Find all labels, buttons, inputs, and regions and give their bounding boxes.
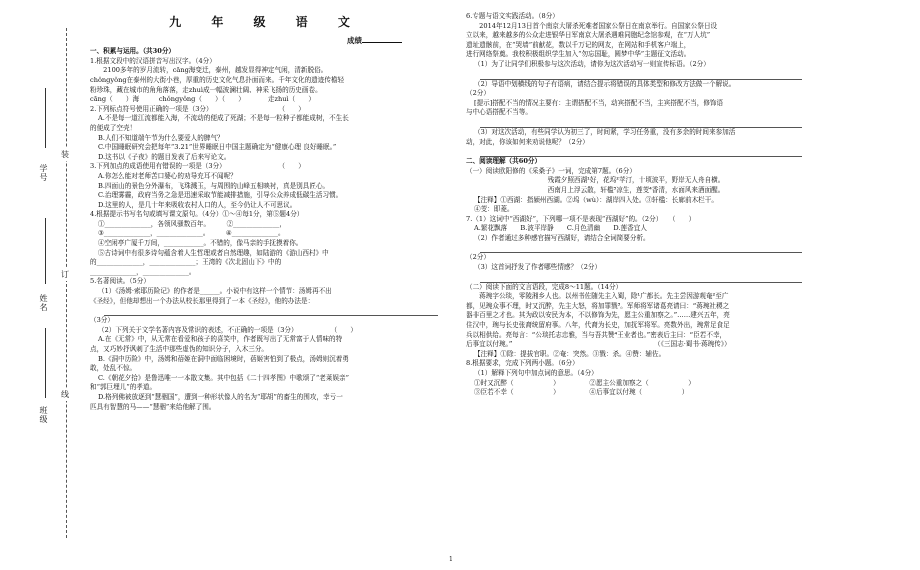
right-line: 6.专题与语文实践活动。（8分）: [466, 12, 559, 20]
answer-line[interactable]: [480, 70, 802, 80]
student-name-blank[interactable]: [45, 218, 46, 284]
right-line: 器非百里之才也。其为政以安民为本，不以修饰为先，愿主公重加察之。”……建兴五年，亮: [466, 311, 730, 320]
right-line: 后事宜以付琬。” （《三国志·蜀书·蒋琬传》）: [466, 340, 731, 349]
right-line: （2）导语中划横线的句子有语病，请结合提示将错误的具体类型和修改方法做一个解说。: [474, 79, 736, 88]
right-line: 【注释】①除：提拔官职。②奄：突然。③戮：杀。④赞：辅佐。: [474, 349, 666, 358]
right-line: （1）为了让同学们积极参与这次活动，请你为这次活动写一则宣传标语。（2分）: [474, 59, 710, 68]
right-line: 7.（1）这词中“西湖好”，下列哪一项不是表现“西湖好”的。（2分） （ ）: [466, 214, 696, 223]
left-line: D.这里的人，是几十年来吸收农村人口的人，至今仍让人不可思议。: [98, 200, 297, 209]
answer-line[interactable]: [480, 118, 802, 128]
left-line: A.在《无常》中，从无常在看爱和孩子的喜笑中，作者既写出了无常富于人情味的特: [98, 335, 343, 344]
left-line: A.你怎么能对老师苦口婆心的劝导充耳不闻呢？: [98, 171, 237, 180]
left-line: 的______________，______________；王湾的《次北固山下》中的: [90, 258, 282, 267]
left-line: 3.下列加点的成语使用有错误的一项是（3分） （ ）: [90, 162, 305, 171]
score-blank[interactable]: [362, 42, 402, 43]
binding-margin: [36, 28, 76, 538]
right-line: 都，见琬众事不理，时又沉醉，先主大怒，将加罪戮³。军师将军诸葛亮请曰：“蒋琬社稷之: [466, 301, 730, 310]
left-line: 4.根据提示书写名句或填写课文原句。（4分）①～④每1分，第⑤题4分）: [90, 210, 304, 219]
right-line: （3）这首词抒发了作者哪些情感？（2分）: [474, 263, 602, 272]
left-line: 粉珍珠，藏在城市的角角落落，走zhuì成一幅波澜壮阔、神采飞扬的历史画卷。: [90, 85, 322, 94]
left-line: （2）下列关于文学名著内容及常识的表述，不正确的一项是（3分） （ ）: [98, 325, 357, 334]
score-label: 成绩: [347, 35, 362, 45]
left-line: 5.名著阅读。（5分）: [90, 277, 150, 286]
right-column: [466, 12, 806, 398]
binding-word-ding: 订: [61, 270, 69, 279]
right-line: 遗址遗骸前，在“哭墙”前献花，数以千万记的网友，在网站和手机客户端上，: [466, 40, 691, 49]
exam-title: 九 年 级 语 文: [169, 15, 363, 29]
left-line: 1.根据文段中的汉语拼音写出汉字。（4分）: [90, 56, 216, 65]
right-line: 进行网络祭奠。我校积极组织学生加入“勿忘国耻，圆梦中华”主题征文活动。: [466, 50, 691, 59]
answer-line[interactable]: [480, 243, 802, 253]
right-line: 二、阅读理解（共60分）: [466, 157, 542, 166]
right-line: （二）阅读下面的文言语段，完成8～11题。（14分）: [466, 282, 623, 291]
right-line: 【注释】①西湖：指颍州西湖。②坞（wù）：湖岸四入处。③轩槛：长廊前木栏干。: [474, 195, 718, 204]
left-line: B.四面山的景色分外瀑布，飞珠溅玉，与周围的山峰五相映衬，真是别具匠心。: [98, 181, 330, 190]
left-line: 敢，处乱不惊。: [90, 364, 137, 373]
left-line: 匹具有智慧的马——“慧骃”来给他解了围。: [90, 402, 216, 411]
left-line: 2.下列标点符号使用正确的一项是（3分） （ ）: [90, 104, 305, 113]
right-line: A.繁花飘落 B.波平岸静 C.月色清幽 D.莲香宜人: [474, 224, 647, 233]
right-line: （2分）: [466, 253, 490, 262]
right-line: （一）阅读欧阳修的《采桑子》一词，完成第7题。（6分）: [466, 166, 636, 175]
right-line: 动，对此，你该如何来劝说他呢？（2分）: [466, 137, 589, 146]
left-line: chǒngyǒng在泰州的大街小巷，厚重的历史文化气息扑面而来。千年文化的遗迹传檐轻: [90, 75, 345, 84]
left-line: 一、积累与运用。（共30分）: [90, 47, 176, 56]
binding-word-zhuang: 装: [61, 150, 69, 159]
right-line: 住汉中，琬与长史张裔统留府事。八年，代裔为长史，加抚军将军。亮数外出，琬常足食足: [466, 321, 730, 330]
left-line: （1）《汤姆·索耶历险记》的作者是______。小说中有这样一个情节：汤姆再不出: [98, 287, 332, 296]
left-line: （3分）: [90, 316, 114, 325]
left-line: ⑤古诗词中有很多诗句蕴含着人生哲理或者自然理趣，如陆游的《游山西村》中: [98, 248, 329, 257]
left-line: D.这书以《子夜》的题目发表了后来写论文。: [98, 152, 231, 161]
left-line: C.中国睡眠研究会把每年“3.21”世界睡眠日中国主题确定为“健康心理 良好睡眠。”: [98, 143, 337, 152]
left-column: [90, 12, 442, 412]
student-number-blank[interactable]: [45, 88, 46, 148]
left-line: ______________，______________。: [90, 267, 196, 276]
binding-word-xian: 线: [61, 390, 69, 399]
left-line: ④空闲亭广厦千万间，____________。不错的，像马亲的手抚摸着你。: [98, 239, 303, 248]
right-line: 与中心语搭配不当等。: [466, 108, 532, 117]
right-line: ③臣若不幸（ ） ④后事宜以付琬（ ）: [474, 388, 689, 397]
right-line: 兵以相供给。亮每言：“公琰托志忠雅，当与吾共赞⁴王业者也。”密表后主曰：“臣若不幸，: [466, 330, 727, 339]
left-line: 点，又巧妙抒讽刺了生活中那些虚伪的知识分子，入木三分。: [90, 345, 269, 353]
left-line: 和“郭巨埋儿”的孝道。: [90, 383, 157, 392]
class-blank[interactable]: [45, 328, 46, 398]
left-line: C.治理雾霾，政府当务之急是迅速采取节能减排措施，引导公众养成低碳生活习惯。: [98, 191, 343, 200]
right-line: 8.根据要求，完成下列两小题。（6分）: [466, 359, 579, 368]
left-line: C.《朝花夕拾》是鲁迅唯一一本散文集。其中包括《二十四孝图》中歌颂了“老莱娱亲”: [98, 373, 350, 382]
right-line: （2分）: [466, 89, 490, 98]
left-line: ③______________，______________。 ④______________。: [98, 229, 285, 238]
right-line: （3）对这次活动，有些同学认为初三了，时间紧，学习任务重，没有多余的时间来参加活: [474, 127, 736, 136]
score-field: [90, 36, 442, 46]
left-line: B.《洞中历险》中，汤姆和蓓姬在洞中面临困境时，蓓姬害怕到了极点，汤姆则沉着勇: [98, 354, 349, 363]
right-line: 蒋琬字公琰，零陵湘乡人也。以州书佐随先主入蜀，除¹广都长。先主尝因游观奄²至广: [466, 292, 729, 301]
right-line: 2014年12月13日首个南京大屠杀死难者国家公祭日在南京举行。自国家公祭日设: [466, 21, 718, 30]
right-line: ④芰：即菱。: [474, 205, 514, 214]
left-line: D.格列佛被放逐到“慧骃国”，遭到一种形状像人的名为“耶胡”的畜生的围攻，幸亏一: [98, 392, 343, 401]
page-number: 1: [449, 556, 453, 563]
right-question-list: [466, 12, 806, 398]
right-line: 残霞夕照西湖¹好，花坞²苹汀，十顷波平，野岸无人舟自横。: [547, 176, 725, 185]
left-line: 的便成了空壳！: [90, 123, 137, 132]
right-line: ①时又沉醉（ ） ②愿主公重加察之（ ）: [474, 378, 695, 387]
answer-line[interactable]: [104, 306, 438, 316]
left-line: B.人们不知道端午节为什么要爱人的脾气？: [98, 133, 224, 142]
right-line: （2）作者通过多种感官描写西湖好，请结合全词简要分析。: [474, 233, 650, 242]
right-line: （1）解释下列句中加点词的意思。（4分）: [474, 369, 598, 377]
answer-line[interactable]: [480, 273, 802, 283]
left-line: A.不是每一道江流都能入海，不流动的便成了死湖；不是每一粒种子都能成树，不生长: [98, 114, 349, 123]
left-line: 2100多年的岁月流转，cāng海变迁，泰州，越发显得神定气闲，清新脱俗。: [90, 66, 328, 75]
student-name-label: 姓名: [39, 294, 48, 312]
right-line: 立以来，越来越多的公众走进银华日军南京大屠杀遇难同胞纪念馆参观，在“万人坑”: [466, 31, 711, 40]
right-line: [提示]搭配不当的情况主要有：主谓搭配不当，动宾搭配不当，主宾搭配不当，修饰语: [474, 98, 724, 107]
binding-dashed-line: [66, 28, 67, 538]
right-line: 西南月上浮云散，轩槛³凉生，莲芰⁴香清，水面风来酒面醒。: [547, 185, 725, 194]
left-line: ①______________，各领风骚数百年。 ②______________，: [98, 219, 286, 228]
class-label: 班级: [39, 406, 48, 424]
left-line: cāng（ ）海 chǒngyǒng（ ）（ ） 走zhuì（ ）: [90, 95, 315, 104]
answer-line[interactable]: [480, 147, 802, 157]
left-question-list: [90, 47, 442, 412]
student-number-label: 学号: [39, 164, 48, 182]
left-line: 《圣经》，但他却想出一个办法从校长那里得到了一本《圣经》，他的办法是：: [90, 296, 315, 305]
